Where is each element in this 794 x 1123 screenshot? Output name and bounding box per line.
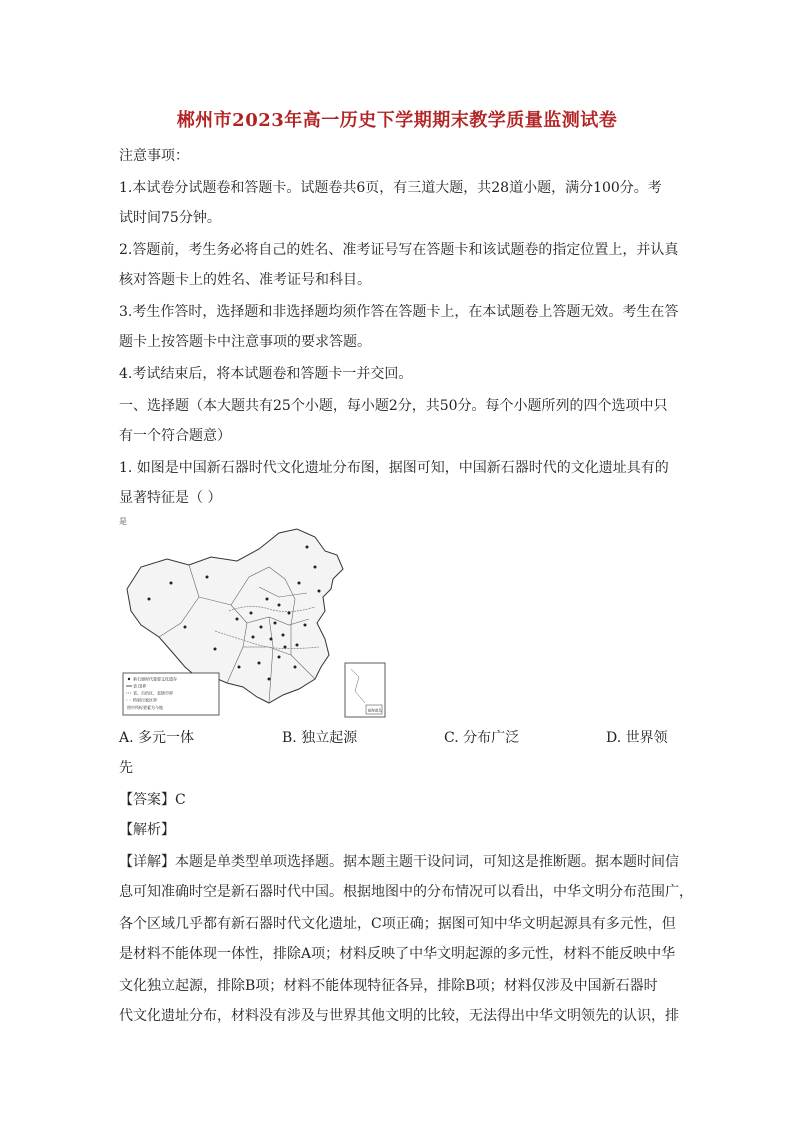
section-heading: 一、选择题（本大题共有25个小题，每小题2分，共50分。每个小题所列的四个选项中只 [119,398,668,414]
notice-line: 题卡上按答题卡中注意事项的要求答题。 [119,334,371,350]
page-title: 郴州市2023年高一历史下学期期末教学质量监测试卷 [176,110,618,131]
legend-item: 特别行政区界 [133,697,157,703]
notice-line: 试时间75分钟。 [119,210,221,226]
notice-line: 2.答题前，考生务必将自己的姓名、准考证号写在答题卡和该试题卷的指定位置上，并认真 [119,242,679,258]
notice-line: 核对答题卡上的姓名、准考证号和科目。 [119,272,371,288]
analysis-line: 代文化遗址分布，材料没有涉及与世界其他文明的比较，无法得出中华文明领先的认识，排 [119,1008,679,1024]
option-b[interactable]: B. 独立起源 [282,730,358,746]
notice-heading: 注意事项： [119,148,189,164]
option-d-continued: 先 [119,760,133,776]
notice-line: 4.考试结束后，将本试题卷和答题卡一并交回。 [119,366,413,382]
option-d[interactable]: D. 世界领 [606,730,668,746]
legend-item: 新石器时代重要文化遗存 [133,676,177,682]
notice-line: 1.本试卷分试题卷和答题卡。试题卷共6页，有三道大题，共28道小题，满分100分。考 [119,180,662,196]
answer: 【答案】C [119,792,186,808]
legend-item: 省 国界 [133,683,147,689]
legend-note: 图中所标要素为今地 [127,705,163,710]
analysis-line: 文化独立起源，排除B项；材料不能体现特征各异，排除B项；材料仅涉及中国新石器时 [119,978,658,994]
analysis-heading: 【解析】 [119,822,175,838]
notice-line: 3.考生作答时，选择题和非选择题均须作答在答题卡上，在本试题卷上答题无效。考生在答 [119,304,679,320]
section-heading-cont: 有一个符合题意） [119,428,231,444]
map-figure [119,527,391,720]
option-c[interactable]: C. 分布广泛 [444,730,520,746]
analysis-line: 各个区域几乎都有新石器时代文化遗址，C项正确；据图可知中华文明起源具有多元性，但 [119,916,676,932]
legend-item: 省、自治区、直辖市界 [133,690,173,696]
question-stem-cont: 显著特征是（ ） [119,490,222,506]
inset-label: 南海诸岛 [367,708,382,713]
question-stem: 1. 如图是中国新石器时代文化遗址分布图，据图可知，中国新石器时代的文化遗址具有的 [119,460,669,476]
analysis-line: 【详解】本题是单类型单项选择题。据本题主题干设问词，可知这是推断题。据本题时间信 [119,854,679,870]
analysis-line: 息可知准确时空是新石器时代中国。根据地图中的分布情况可以看出，中华文明分布范围广， [119,884,693,900]
china-neolithic-sites-map [119,527,391,720]
analysis-line: 是材料不能体现一体性，排除A项；材料反映了中华文明起源的多元性，材料不能反映中华 [119,946,676,962]
stray-char: 是 [119,517,127,526]
option-a[interactable]: A. 多元一体 [119,730,195,746]
